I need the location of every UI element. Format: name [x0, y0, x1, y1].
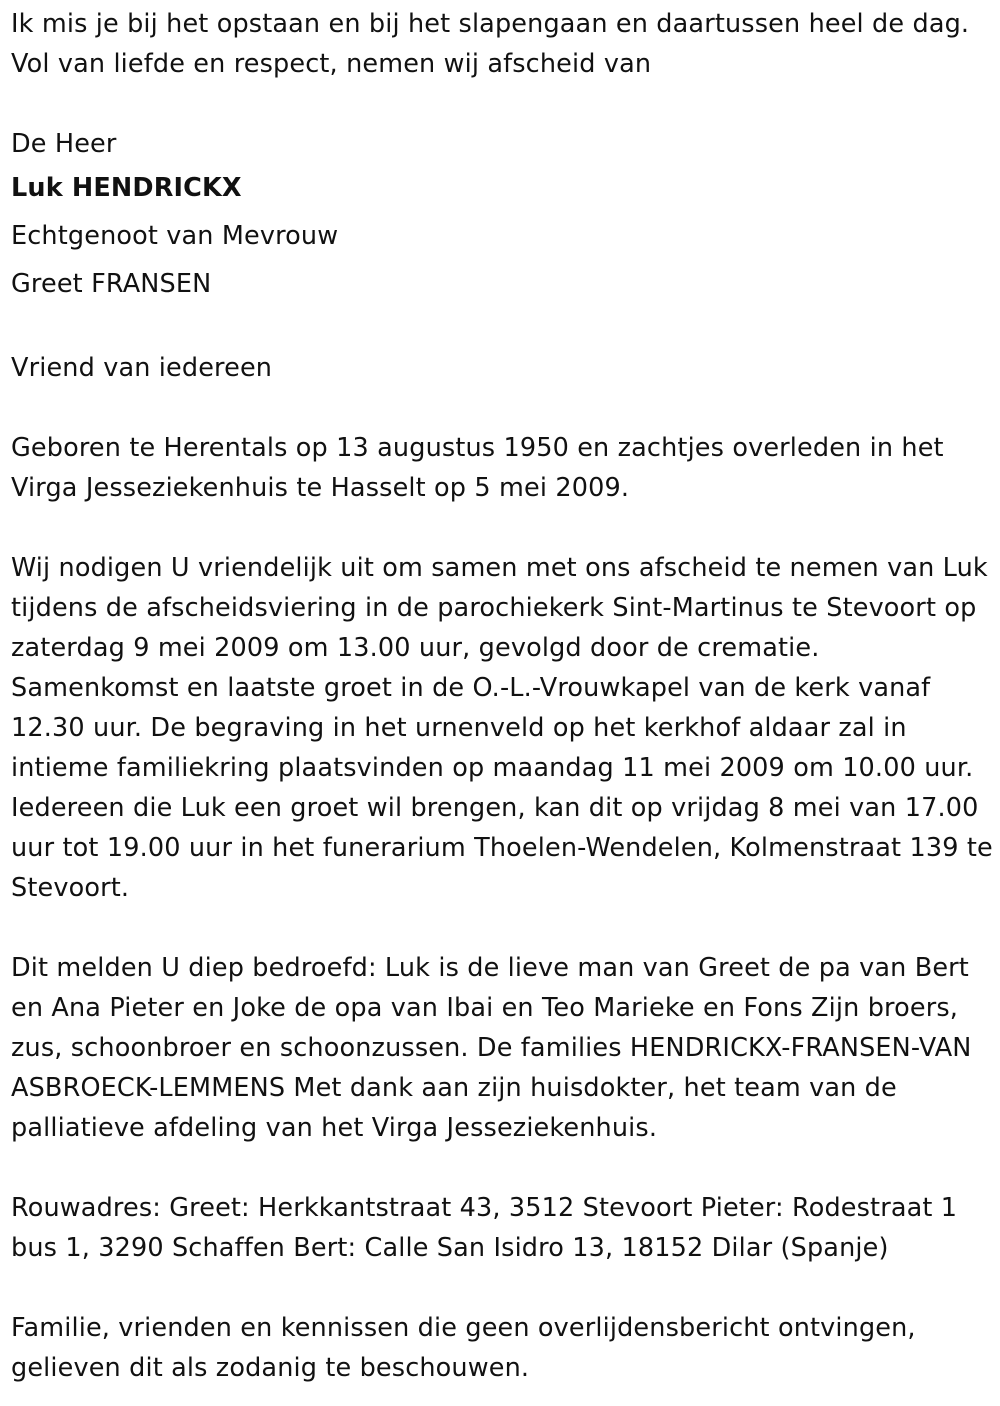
spacer — [11, 1268, 993, 1308]
spacer — [11, 308, 993, 348]
obituary-text — [11, 4, 993, 1388]
spacer — [11, 84, 993, 124]
friend-line: Vriend van iedereen — [11, 353, 273, 383]
spouse-line-2: Greet FRANSEN — [11, 269, 212, 299]
ceremony-paragraph: Wij nodigen U vriendelijk uit om samen met ons afscheid te nemen van Luk tijdens de afscheidsviering in de parochiekerk Sint-Martinus te Stevoort op zaterdag 9 mei 2009 om 13.00 uur, gevolgd door de crematie. Samenkomst en laatste groet in de O.-L.-Vrouwkapel van de kerk vanaf 12.30 uur. De begraving in het urnenveld op het kerkhof aldaar zal in intieme familiekring plaatsvinden op maandag 11 mei 2009 om 10.00 uur. Iedereen die Luk een groet wil brengen, kan dit op vrijdag 8 mei van 17.00 uur tot 19.00 uur in het funerarium Thoelen-Wendelen, Kolmenstraat 139 te Stevoort. — [11, 553, 993, 903]
family-paragraph: Dit melden U diep bedroefd: Luk is de lieve man van Greet de pa van Bert en Ana Pieter en Joke de opa van Ibai en Teo Marieke en Fons Zijn broers, zus, schoonbroer en schoonzussen. De families HENDRICKX-FRANSEN-VAN ASBROECK-LEMMENS Met dank aan zijn huisdokter, het team van de palliatieve afdeling van het Virga Jesseziekenhuis. — [11, 953, 972, 1143]
spacer — [11, 908, 993, 948]
address-paragraph: Rouwadres: Greet: Herkkantstraat 43, 3512 Stevoort Pieter: Rodestraat 1 bus 1, 3290 Schaffen Bert: Calle San Isidro 13, 18152 Dilar (Spanje) — [11, 1193, 958, 1263]
deceased-name: Luk HENDRICKX — [11, 173, 242, 203]
honorific-line: De Heer — [11, 129, 117, 159]
intro-paragraph: Ik mis je bij het opstaan en bij het slapengaan en daartussen heel de dag. Vol van liefde en respect, nemen wij afscheid van — [11, 9, 970, 79]
birth-death-paragraph: Geboren te Herentals op 13 augustus 1950 en zachtjes overleden in het Virga Jesseziekenhuis te Hasselt op 5 mei 2009. — [11, 433, 944, 503]
spacer — [11, 508, 993, 548]
spouse-line-1: Echtgenoot van Mevrouw — [11, 221, 339, 251]
spacer — [11, 388, 993, 428]
closing-paragraph: Familie, vrienden en kennissen die geen overlijdensbericht ontvingen, gelieven dit als zodanig te beschouwen. — [11, 1313, 916, 1383]
spacer — [11, 1148, 993, 1188]
